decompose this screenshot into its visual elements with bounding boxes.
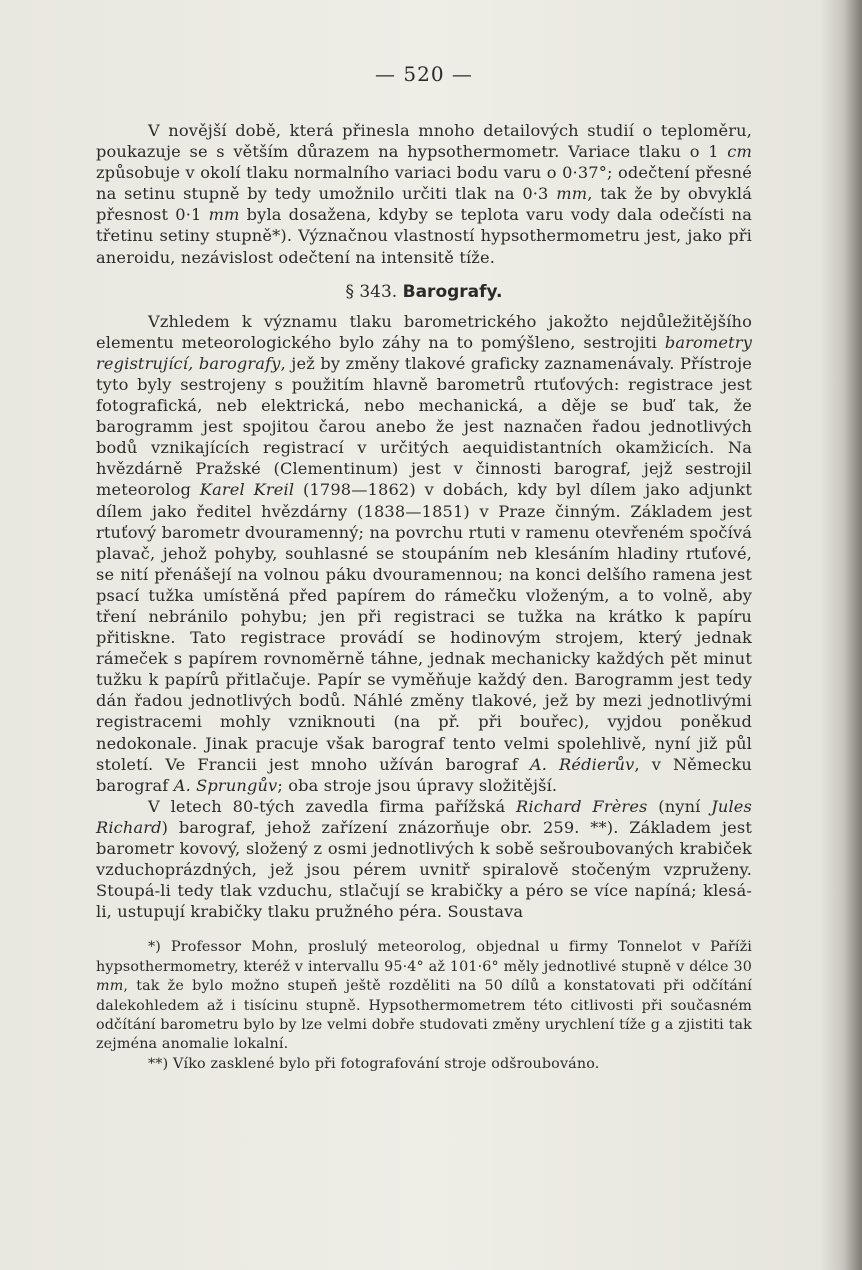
footnote-1 [96,938,752,1054]
text-run: , v Německu barograf [96,754,753,795]
section-number: § 343. [345,281,398,302]
text-run: způsobuje v okolí tlaku normalního variaci bodu varu o 0·37°; odečtení přesné na setinu stupně by tedy umožnilo určiti tlak na 0·3 [96,163,752,204]
footnotes [96,938,752,1074]
text-run: ) barograf, jehož zařízení znázorňuje obr. 259. **). Základem jest barometr kovový, složený z osmi jednotlivých k sobě sešroubovaných krabiček vzduchoprázdných, jež jsou pérem uvnitř spiralově stočeným vzpruženy. Stoupá-li tedy tlak vzduchu, stlačují se krabičky a péro se více napíná; klesá-li, ustupují krabičky tlaku pružného péra. Soustava [96,817,752,922]
unit-mm: mm [96,978,124,995]
text-run: (1798—1862) v dobách, kdy byl dílem jako adjunkt dílem jako ředitel hvězdárny (1838—1851) v Praze činným. Základem jest rtuťový barometr dvouramenný; na povrchu rtuti v ramenu otevřeném spočívá plavač, jehož pohyby, souhlasné se stoupáním neb klesáním hladiny rtuťové, se nití přenášejí na volnou páku dvouramennou; na konci delšího ramena jest psací tužka umístěná před papírem do rámečku vloženým, a to volně, aby tření nebránilo pohybu; jen při registraci se tužka na krátko k papíru přitiskne. Tato registrace provádí se hodinovým strojem, který jednak rámeček s papírem rovnoměrně táhne, jednak mechanicky každých pět minut tužku k papírů přitlačuje. Papír se vyměňuje každý den. Barogramm jest tedy dán řadou jednotlivých bodů. Náhlé změny tlakové, jež by mezi jednotlivými registracemi mohly vzniknouti (na př. při bouřec), vyjdou poněkud nedokonale. Jinak pracuje však barograf tento velmi spolehlivě, nyní již půl století. Ve Francii jest mnoho užíván barograf [96,480,752,774]
italic-name: Richard Frères [516,796,648,816]
text-run: V letech 80-tých zavedla firma pařížská [148,796,517,816]
text-run: V novější době, která přinesla mnoho detailových studií o teploměru, poukazuje se s větším důrazem na hypsothermometr. Variace tlaku o 1 [96,121,752,162]
text-run: (nyní [647,796,712,816]
text-run: *) Professor Mohn, proslulý meteorolog, objednal u firmy Tonnelot v Paříži hypsothermometry, kteréž v intervallu 95·4° až 101·6° měly jednotlivé stupně v délce 30 [96,939,752,975]
paragraph-richard [96,796,752,923]
unit-mm: mm [556,184,588,204]
text-run: ; oba stroje jsou úpravy složitější. [277,775,558,795]
unit-cm: cm [727,142,752,162]
book-spine-shadow [820,0,862,1270]
text-run: byla dosažena, kdyby se teplota varu vody dala odečísti na třetinu setiny stupně*). Význačnou vlastností hypsothermometru jest, jako při aneroidu, nezávislost odečtení na intensitě tíže. [96,205,752,267]
italic-name: Jules Richard [96,796,752,837]
paragraph-hypsothermometer [96,120,752,268]
section-heading [96,282,752,302]
italic-name: A. Rédierův [529,754,635,774]
text-run: , tak že bylo možno stupeň ještě rozděliti na 50 dílů a konstatovati při odčítání dalekohledem až i tisícinu stupně. Hypsothermometrem této citlivosti při současném odčítání barometru bylo by lze velmi dobře studovati změny urychlení tíže g a zjistiti tak zejména anomalie lokalní. [96,978,752,1053]
section-title: Barografy. [402,281,503,302]
italic-name: A. Sprungův [173,775,278,795]
unit-mm: mm [208,205,240,225]
text-run: , jež by změny tlakové graficky zaznamenávaly. Přístroje tyto byly sestrojeny s použitím hlavně barometrů rtuťových: registrace jest fotografická, neb elektrická, nebo mechanická, a děje se buď tak, že barogramm jest spojitou čarou anebo že jest naznačen řadou jednotlivých bodů vznikajících registrací v určitých aequidistantních okamžicích. Na hvězdárně Pražské (Clementinum) jest v činnosti barograf, jejž sestrojil meteorolog [96,353,752,500]
italic-name: Karel Kreil [199,480,295,500]
text-run: Vzhledem k významu tlaku barometrického jakožto nejdůležitějšího elementu meteorologického bylo záhy na to pomýšleno, sestrojiti [96,311,752,352]
footnote-2: **) Víko zasklené bylo při fotografování stroje odšroubováno. [148,1055,600,1072]
text-run: , tak že by obvyklá přesnost 0·1 [96,184,753,225]
page-number: — 520 — [375,62,473,86]
italic-term: barometry registrující, barografy [96,332,752,373]
page-content [96,62,752,1074]
paragraph-barografy [96,311,752,796]
